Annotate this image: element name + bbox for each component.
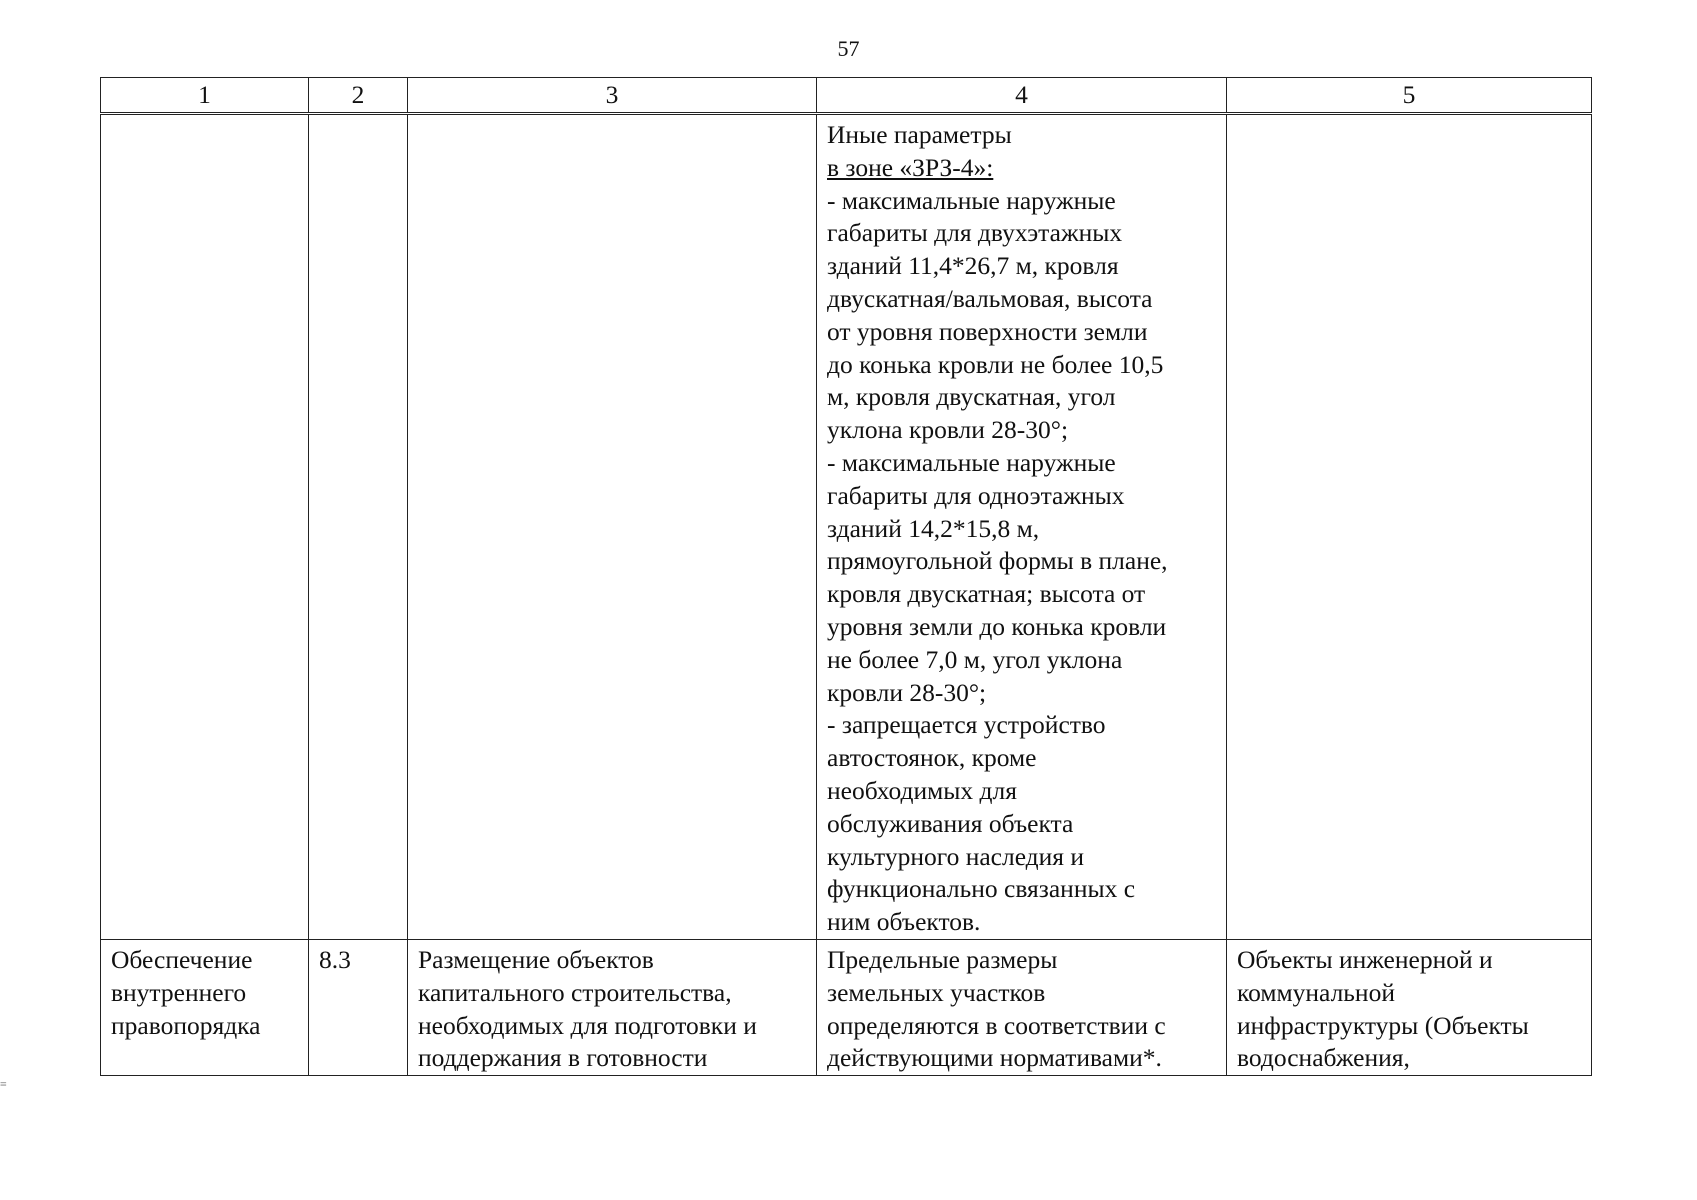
text-line: кровли 28-30°; (827, 677, 987, 707)
text-line: коммунальной (1237, 977, 1395, 1007)
text-line: до конька кровли не более 10,5 (827, 349, 1164, 379)
column-header-1: 1 (101, 78, 309, 114)
column-header-4: 4 (817, 78, 1227, 114)
scan-margin-mark: ≡ (0, 1077, 7, 1091)
text-line: кровля двускатная; высота от (827, 579, 1146, 609)
text-line: м, кровля двускатная, угол (827, 382, 1116, 412)
text-line: Объекты инженерной и (1237, 945, 1493, 974)
text-line: зданий 14,2*15,8 м, (827, 513, 1040, 543)
page-number: 57 (837, 36, 860, 61)
column-header-3: 3 (408, 78, 817, 114)
text-line: внутреннего (111, 977, 247, 1007)
text-line: Размещение объектов (418, 945, 654, 974)
cell-continued-col2 (309, 114, 408, 940)
cell-auxiliary-uses (1227, 940, 1592, 1076)
text-line: автостоянок, кроме (827, 743, 1037, 773)
text-line: зданий 11,4*26,7 м, кровля (827, 251, 1119, 281)
text-line: уровня земли до конька кровли (827, 611, 1167, 641)
cell-continued-col5 (1227, 114, 1592, 940)
text-line-zone-heading: в зоне «ЗРЗ-4»: (827, 152, 994, 182)
cell-code: 8.3 (309, 940, 408, 1076)
text-line: двускатная/вальмовая, высота (827, 283, 1153, 313)
text-line: водоснабжения, (1237, 1043, 1410, 1073)
text-line: габариты для двухэтажных (827, 218, 1123, 248)
table-header-row (101, 78, 1592, 114)
cell-continued-col4 (817, 114, 1227, 940)
text-line: функционально связанных с (827, 874, 1136, 904)
text-line: обслуживания объекта (827, 808, 1074, 838)
text-line: поддержания в готовности (418, 1043, 708, 1073)
column-header-5: 5 (1227, 78, 1592, 114)
text-line: земельных участков (827, 977, 1046, 1007)
cell-description (408, 940, 817, 1076)
text-line: габариты для одноэтажных (827, 480, 1125, 510)
text-line: необходимых для подготовки и (418, 1010, 757, 1040)
cell-parameters (817, 940, 1227, 1076)
text-line: - максимальные наружные (827, 447, 1116, 477)
cell-activity-name (101, 940, 309, 1076)
text-line: - максимальные наружные (827, 185, 1116, 215)
text-line: уклона кровли 28-30°; (827, 415, 1069, 445)
text-line: Иные параметры (827, 120, 1012, 149)
text-line: прямоугольной формы в плане, (827, 546, 1168, 576)
text-line: Предельные размеры (827, 945, 1058, 974)
text-line: капитального строительства, (418, 977, 732, 1007)
text-line: необходимых для (827, 775, 1017, 805)
document-table (100, 77, 1592, 1076)
text-line: ним объектов. (827, 907, 981, 937)
text-line: действующими нормативами*. (827, 1043, 1162, 1073)
table-row (101, 940, 1592, 1076)
column-header-2: 2 (309, 78, 408, 114)
text-line: культурного наследия и (827, 841, 1085, 871)
text-line: инфраструктуры (Объекты (1237, 1010, 1529, 1040)
text-line: правопорядка (111, 1010, 261, 1040)
text-line: определяются в соответствии с (827, 1010, 1166, 1040)
table-row (101, 114, 1592, 940)
text-line: - запрещается устройство (827, 710, 1106, 740)
cell-continued-col1 (101, 114, 309, 940)
cell-continued-col3 (408, 114, 817, 940)
text-line: не более 7,0 м, угол уклона (827, 644, 1123, 674)
text-line: от уровня поверхности земли (827, 316, 1148, 346)
text-line: Обеспечение (111, 945, 253, 974)
